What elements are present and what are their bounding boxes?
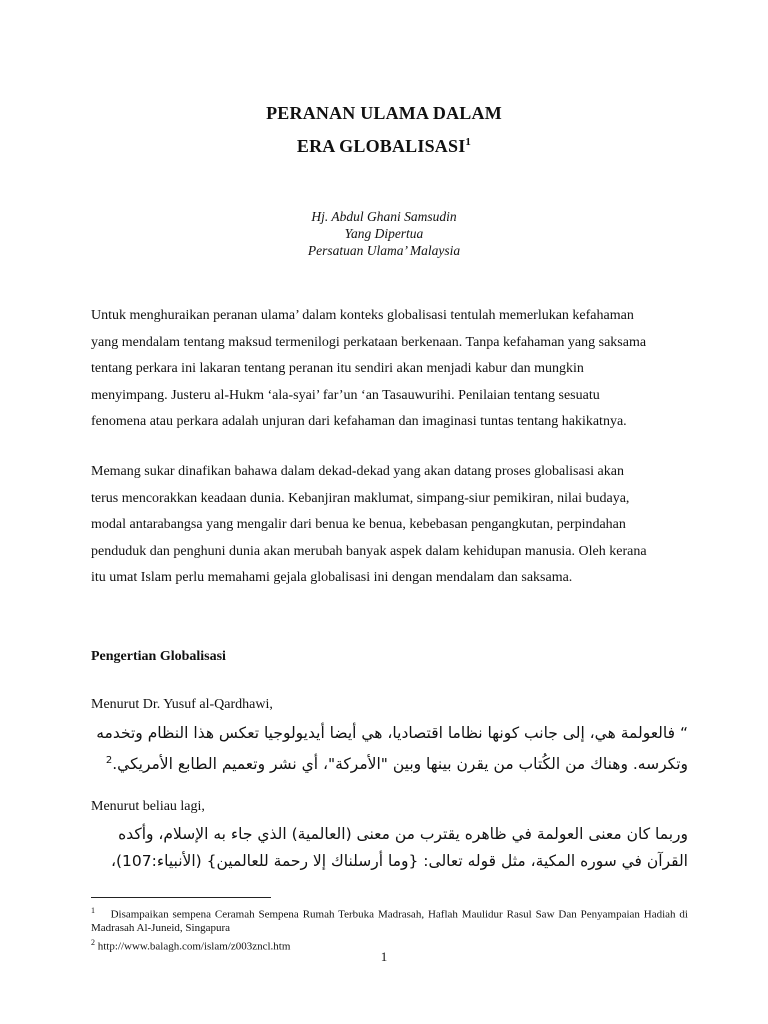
author-position: Yang Dipertua	[344, 226, 424, 241]
quote1-intro: Menurut Dr. Yusuf al-Qardhawi,	[91, 697, 273, 712]
footnotes	[91, 904, 688, 954]
quote2-intro: Menurut beliau lagi,	[91, 799, 205, 814]
paragraph-intro: Untuk menghuraikan peranan ulama’ dalam konteks globalisasi tentulah memerlukan kefahaman yang mendalam tentang maksud termenilogi perkataan berkenaan. Tanpa kefahaman yang saksama tentang perkara ini lakaran tentang peranan itu sendiri akan menjadi kabur dan mungkin menyimpang. Justeru al-Hukm ‘ala-syai’ far’un ‘an Tasauwurihi. Penilaian tentang sesuatu fenomena atau perkara adalah unjuran dari kefahaman dan imaginasi tuntas tentang hakikatnya.	[91, 308, 647, 429]
footnote-2-link[interactable]: http://www.balagh.com/islam/z003zncl.htm	[97, 940, 291, 953]
author-block	[0, 208, 768, 259]
author-name: Hj. Abdul Ghani Samsudin	[311, 209, 457, 224]
arabic-quote-1: “ فالعولمة هي، إلى جانب كونها نظاما اقتصاديا، هي أيضا أيديولوجيا تعكس هذا النظام وتخدمه وتكرسه. وهناك من الكُتاب من يقرن بينها وبين "الأمركة"، أي نشر وتعميم الطابع الأمريكي.$^2$	[96, 724, 688, 774]
footnote-2: $^2$ http://www.balagh.com/islam/z003zncl.htm	[91, 937, 291, 953]
footnote-1: $^1$ Disampaikan sempena Ceramah Sempena Rumah Terbuka Madrasah, Haflah Maulidur Rasul Saw Dan Penyampaian Hadiah di Madrasah Al-Juneid, Singapura	[91, 906, 688, 935]
arabic-quote-2: وربما كان معنى العولمة في ظاهره يقترب من معنى (العالمية) الذي جاء به الإسلام، وأكده القرآن في سوره المكية، مثل قوله تعالى: {وما أرسلناك إلا رحمة للعالمين} (الأنبياء:107)،	[110, 825, 688, 870]
footnote-divider	[91, 897, 271, 898]
author-organization: Persatuan Ulama’ Malaysia	[307, 243, 461, 258]
document-title-line-2: ERA GLOBALISASI$^1$	[296, 136, 472, 156]
quote1-footnote-ref[interactable]: 2	[105, 755, 113, 766]
document-title-line-1: PERANAN ULAMA DALAM	[266, 103, 502, 123]
section-heading: Pengertian Globalisasi	[91, 649, 226, 664]
paragraph-globalisation: Memang sukar dinafikan bahawa dalam dekad-dekad yang akan datang proses globalisasi akan terus mencorakkan keadaan dunia. Kebanjiran maklumat, simpang-siur pemikiran, nilai budaya, modal antarabangsa yang mengalir dari benua ke benua, kebebasan pengangkutan, perpindahan penduduk dan penghuni dunia akan merubah banyak aspek dalam kehidupan manusia. Oleh kerana itu umat Islam perlu memahami gejala globalisasi ini dengan mendalam dan saksama.	[91, 464, 647, 585]
page-number: 1	[380, 949, 388, 964]
title-footnote-ref[interactable]: 1	[465, 136, 472, 148]
